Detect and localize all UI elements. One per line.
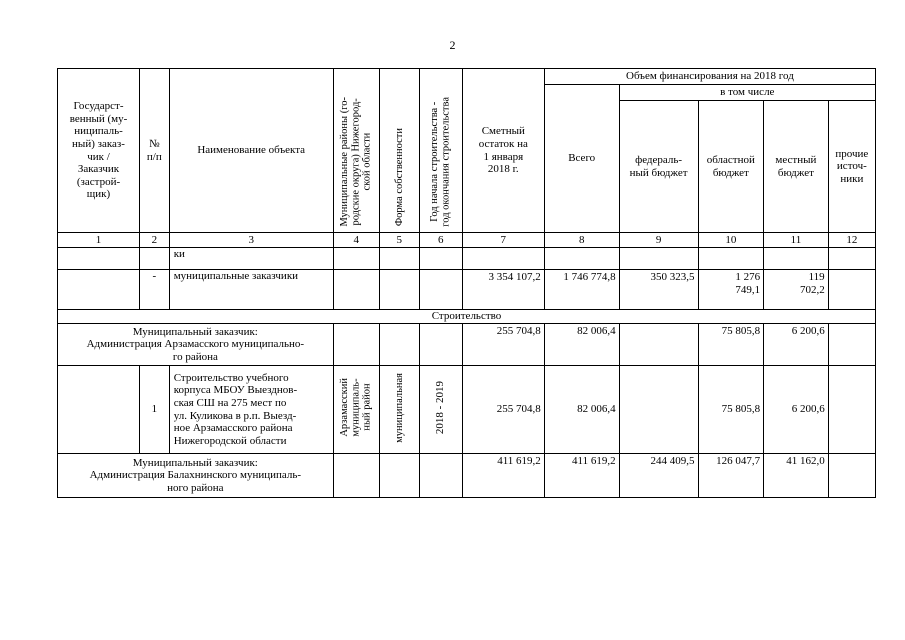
object-name: Строительство учебного корпуса МБОУ Выезднов- ская СШ на 275 мест по ул. Куликова в р.п. Выезд- ное Арзамасского района Нижегородской области	[169, 366, 333, 454]
arzamas-customer-total: 82 006,4	[544, 324, 619, 366]
table-row-arzamas-object	[58, 366, 876, 454]
table-row-balakhna-customer	[58, 454, 876, 498]
arzamas-customer-regional: 75 805,8	[698, 324, 764, 366]
header-other: прочие источ- ники	[828, 101, 875, 233]
page-number: 2	[449, 38, 456, 52]
col-num-2: 2	[139, 233, 169, 248]
header-ownership: Форма собственности	[379, 69, 419, 233]
table-row-arzamas-customer	[58, 324, 876, 366]
header-funding-group: Объем финансирования на 2018 год	[544, 69, 875, 85]
header-local: местный бюджет	[764, 101, 829, 233]
header-total: Всего	[544, 85, 619, 233]
header-customer: Государст- венный (му- ниципаль- ный) заказ- чик / Заказчик (застрой- щик)	[58, 69, 140, 233]
col-num-8: 8	[544, 233, 619, 248]
col-num-4: 4	[333, 233, 379, 248]
header-including: в том числе	[619, 85, 875, 101]
balakhna-customer-regional: 126 047,7	[698, 454, 764, 498]
object-ownership: муниципальная	[379, 366, 419, 454]
col-num-1: 1	[58, 233, 140, 248]
object-district: Арзамасский муниципаль- ный район	[333, 366, 379, 454]
header-years: Год начала строительства - год окончания строительства	[419, 69, 462, 233]
header-regional: областной бюджет	[698, 101, 764, 233]
header-num: № п/п	[139, 69, 169, 233]
municipal-num: -	[139, 270, 169, 310]
arzamas-customer-estimate: 255 704,8	[462, 324, 544, 366]
col-num-7: 7	[462, 233, 544, 248]
municipal-estimate: 3 354 107,2	[462, 270, 544, 310]
balakhna-customer-total: 411 619,2	[544, 454, 619, 498]
table-row-continuation	[58, 248, 876, 270]
balakhna-customer-local: 41 162,0	[764, 454, 829, 498]
col-num-11: 11	[764, 233, 829, 248]
object-local: 6 200,6	[764, 366, 829, 454]
col-num-12: 12	[828, 233, 875, 248]
arzamas-customer-local: 6 200,6	[764, 324, 829, 366]
section-row	[58, 310, 876, 324]
header-estimate: Сметный остаток на 1 января 2018 г.	[462, 69, 544, 233]
header-districts: Муниципальные районы (го- родские округа) Нижегород- ской области	[333, 69, 379, 233]
balakhna-customer-label: Муниципальный заказчик: Администрация Балахнинского муниципаль- ного района	[58, 454, 334, 498]
header-object-name: Наименование объекта	[169, 69, 333, 233]
arzamas-customer-label: Муниципальный заказчик: Администрация Арзамасского муниципально- го района	[58, 324, 334, 366]
balakhna-customer-federal: 244 409,5	[619, 454, 698, 498]
column-number-row	[58, 233, 876, 248]
municipal-regional: 1 276 749,1	[698, 270, 764, 310]
col-num-10: 10	[698, 233, 764, 248]
continuation-text: ки	[169, 248, 333, 270]
municipal-name: муниципальные заказчики	[169, 270, 333, 310]
col-num-3: 3	[169, 233, 333, 248]
col-num-9: 9	[619, 233, 698, 248]
col-num-6: 6	[419, 233, 462, 248]
financing-table	[57, 68, 876, 498]
object-total: 82 006,4	[544, 366, 619, 454]
municipal-total: 1 746 774,8	[544, 270, 619, 310]
object-num: 1	[139, 366, 169, 454]
balakhna-customer-estimate: 411 619,2	[462, 454, 544, 498]
municipal-local: 119 702,2	[764, 270, 829, 310]
object-years: 2018 - 2019	[419, 366, 462, 454]
header-federal: федераль- ный бюджет	[619, 101, 698, 233]
col-num-5: 5	[379, 233, 419, 248]
section-title: Строительство	[58, 310, 876, 324]
header-row-1	[58, 69, 876, 85]
table-row-municipal	[58, 270, 876, 310]
object-estimate: 255 704,8	[462, 366, 544, 454]
municipal-federal: 350 323,5	[619, 270, 698, 310]
object-regional: 75 805,8	[698, 366, 764, 454]
